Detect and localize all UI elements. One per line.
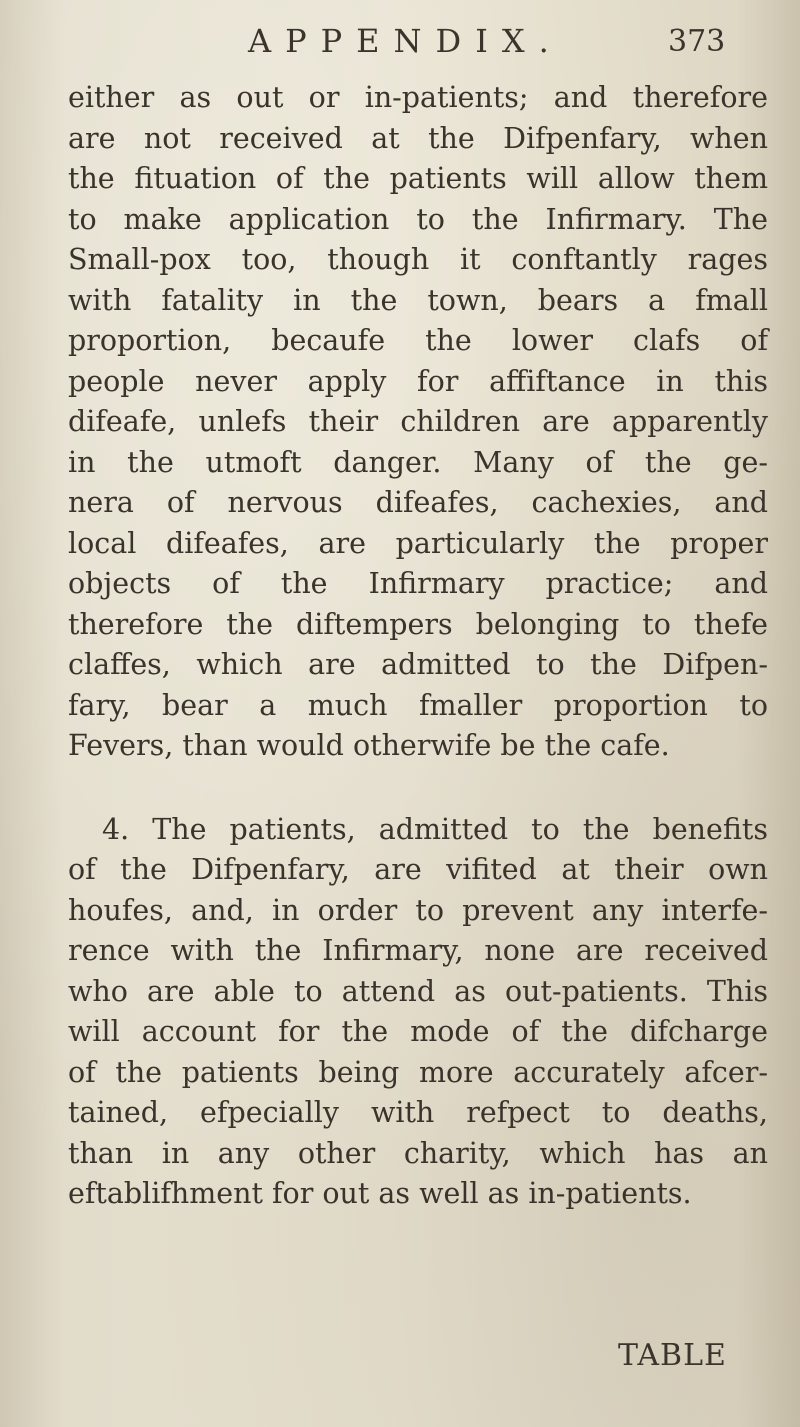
text-line: proportion, becaufe the lower clafs of xyxy=(68,324,768,357)
text-line: of the Difpenfary, are vifited at their own xyxy=(68,853,768,886)
text-line: tained, efpecially with refpect to deaths, xyxy=(68,1096,768,1129)
running-title: APPENDIX. xyxy=(248,22,563,60)
text-line: fary, bear a much fmaller proportion to xyxy=(68,688,768,722)
text-line: will account for the mode of the difcharge xyxy=(68,1015,768,1048)
text-line: in the utmoft danger. Many of the ge- xyxy=(68,445,768,479)
text-line: than in any other charity, which has an xyxy=(68,1136,768,1170)
text-line: therefore the diftempers belonging to thefe xyxy=(68,607,768,641)
text-line: either as out or in-patients; and therefore xyxy=(68,81,768,114)
text-line: who are able to attend as out-patients. This xyxy=(68,974,768,1008)
text-line: local difeafes, are particularly the proper xyxy=(68,526,768,560)
text-line: Fevers, than would otherwife be the cafe. xyxy=(68,729,670,762)
paragraph-1 xyxy=(68,78,768,767)
paragraph-2 xyxy=(68,810,768,1215)
text-line: difeafe, unlefs their children are apparently xyxy=(68,405,768,438)
text-line: of the patients being more accurately afcer- xyxy=(68,1055,768,1089)
text-line: the fituation of the patients will allow them xyxy=(68,162,768,195)
text-line: 4. The patients, admitted to the benefits xyxy=(102,812,768,846)
text-line: Small-pox too, though it conftantly rages xyxy=(68,243,768,276)
text-line: houfes, and, in order to prevent any interfe- xyxy=(68,893,768,927)
text-line: nera of nervous difeafes, cachexies, and xyxy=(68,486,768,519)
text-line: eftablifhment for out as well as in-patients. xyxy=(68,1177,692,1210)
text-line: are not received at the Difpenfary, when xyxy=(68,121,768,155)
catchword: TABLE xyxy=(618,1338,727,1373)
text-line: to make application to the Infirmary. The xyxy=(68,202,768,236)
paragraph-gap xyxy=(68,767,768,810)
text-line: rence with the Infirmary, none are received xyxy=(68,934,768,967)
text-line: people never apply for affiftance in this xyxy=(68,364,768,398)
page-number: 373 xyxy=(668,24,726,59)
text-line: with fatality in the town, bears a fmall xyxy=(68,283,768,317)
running-head xyxy=(0,22,800,62)
text-line: claffes, which are admitted to the Difpen- xyxy=(68,648,768,681)
text-line: objects of the Infirmary practice; and xyxy=(68,567,768,600)
body-text xyxy=(68,78,768,1215)
